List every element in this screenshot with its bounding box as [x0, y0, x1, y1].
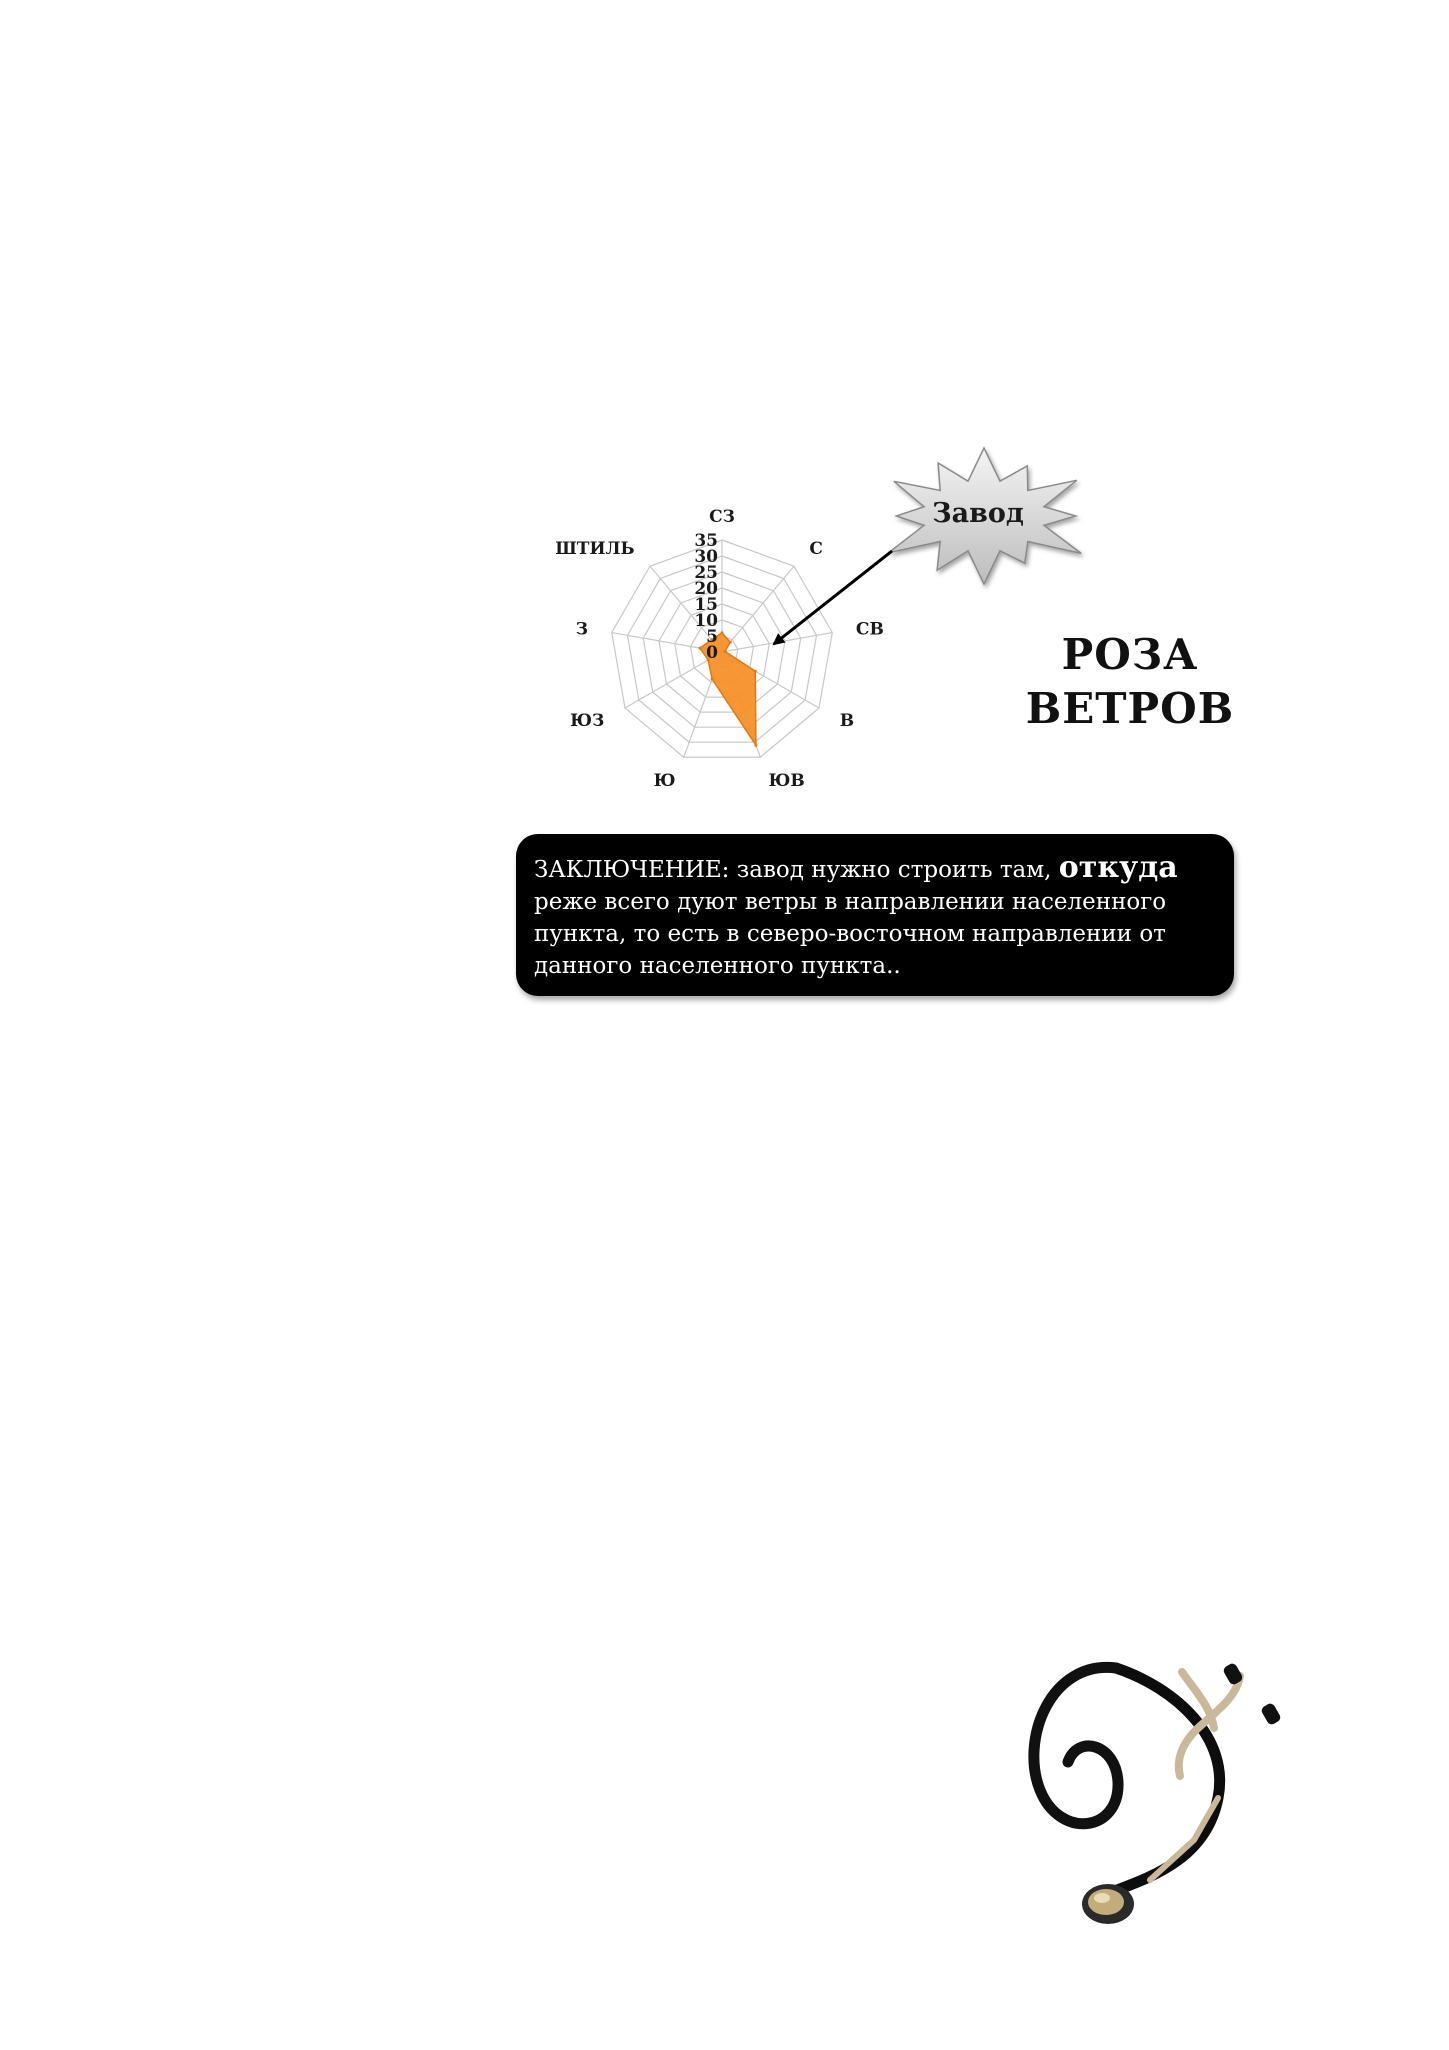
radar-point-СВ	[724, 650, 727, 653]
axis-label-6: ЮЗ	[570, 711, 605, 731]
factory-label: Завод	[932, 498, 1024, 529]
radar-spoke-1	[722, 566, 794, 652]
radar-point-ЮВ	[754, 744, 757, 747]
chart-title-line-2: ВЕТРОВ	[1025, 684, 1235, 733]
radar-point-СЗ	[721, 631, 724, 634]
axis-label-4: ЮВ	[768, 770, 805, 791]
axis-label-3: В	[839, 711, 855, 731]
tick-label-20: 20	[694, 579, 718, 599]
tick-label-0: 0	[706, 643, 718, 663]
tick-label-35: 35	[694, 531, 718, 551]
axis-label-1: С	[809, 538, 823, 559]
tick-label-30: 30	[694, 547, 718, 567]
tick-label-10: 10	[694, 611, 718, 631]
conclusion-suffix: реже всего дуют ветры в направлении населенного пункта, то есть в северо-восточном направлении от данного населенного пункта..	[534, 889, 1167, 979]
radar-point-Ю	[711, 678, 714, 681]
axis-label-5: Ю	[653, 770, 676, 791]
axis-label-8: ШТИЛЬ	[555, 538, 635, 559]
chart-title-line-1: РОЗА	[1061, 630, 1199, 679]
radar-point-З	[698, 647, 701, 650]
tick-label-25: 25	[694, 563, 718, 583]
radar-point-С	[729, 641, 732, 644]
tick-label-15: 15	[694, 595, 718, 615]
axis-label-0: СЗ	[709, 507, 735, 527]
stethoscope-icon	[1034, 1662, 1282, 1924]
radar-point-В	[754, 670, 757, 673]
radar-tick-labels	[694, 531, 718, 663]
conclusion-box	[516, 834, 1234, 996]
tick-label-5: 5	[706, 627, 718, 647]
axis-label-2: СВ	[855, 619, 884, 640]
conclusion-prefix: ЗАКЛЮЧЕНИЕ: завод нужно строить там,	[534, 857, 1059, 883]
axis-label-7: З	[575, 619, 589, 640]
conclusion-emphasis: откуда	[1058, 850, 1178, 885]
